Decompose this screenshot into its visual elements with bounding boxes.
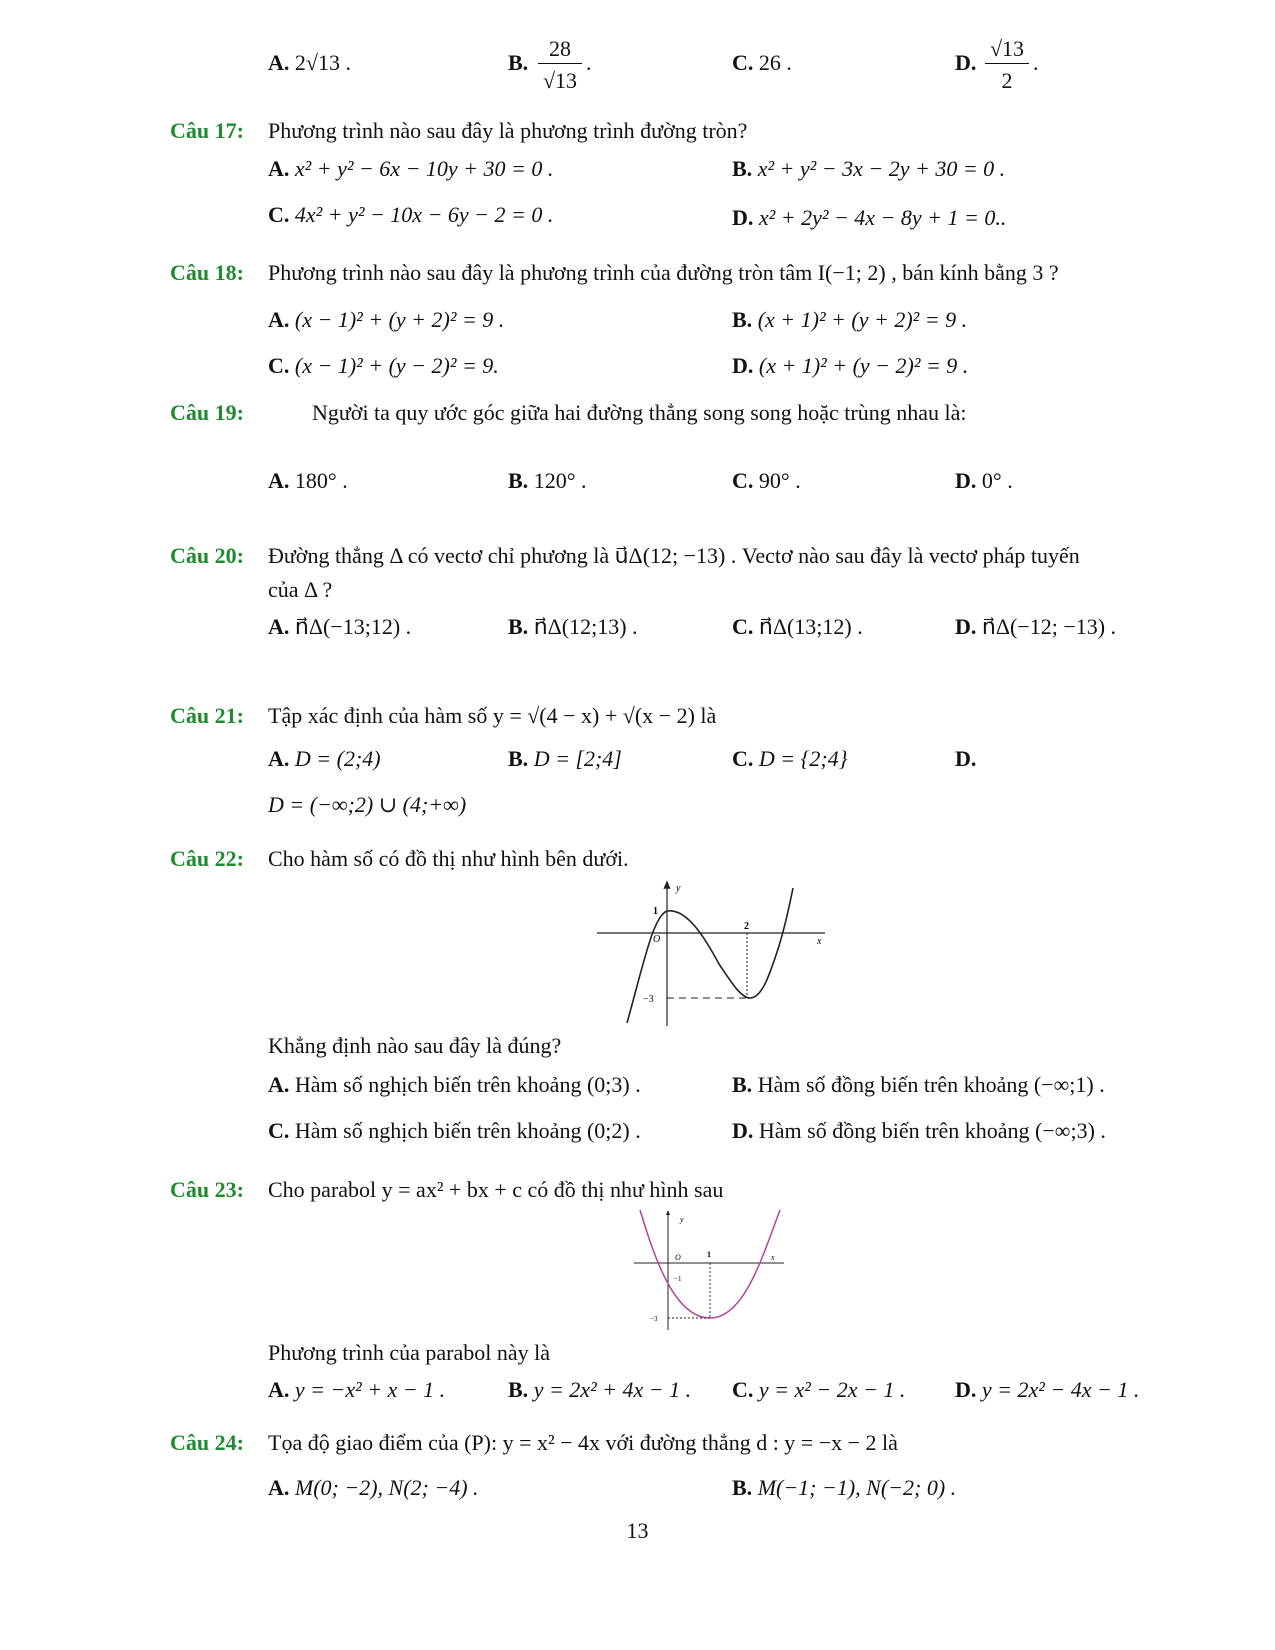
q19-option-a	[268, 468, 348, 494]
q16-d-denominator: 2	[1001, 68, 1013, 93]
q21-a-label: A.	[268, 746, 290, 771]
q20-b-label: B.	[508, 614, 529, 639]
q22-d-label: D.	[732, 1118, 754, 1143]
q22-option-c	[268, 1118, 641, 1144]
q21-c-text: D = {2;4}	[758, 746, 848, 771]
q22-prompt: Khẳng định nào sau đây là đúng?	[268, 1033, 562, 1058]
q23-y-label: y	[680, 1215, 684, 1224]
q17-c-text: 4x² + y² − 10x − 6y − 2 = 0 .	[294, 202, 554, 227]
q18-label: Câu 18:	[170, 260, 244, 285]
q22-c-text: Hàm số nghịch biến trên khoảng (0;2) .	[294, 1118, 641, 1143]
q20-c-label: C.	[732, 614, 754, 639]
q21-b-label: B.	[508, 746, 529, 771]
q22-d-text: Hàm số đồng biến trên khoảng (−∞;3) .	[758, 1118, 1106, 1143]
q16-b-denominator: √13	[542, 68, 578, 93]
q22-origin-label: O	[653, 934, 661, 945]
q22-option-a	[268, 1072, 641, 1098]
q18-option-b	[732, 307, 967, 333]
q20-b-text: n⃗Δ(12;13) .	[533, 614, 638, 639]
q21-c-label: C.	[732, 746, 754, 771]
q19-d-text: 0° .	[981, 468, 1013, 493]
q18-option-d	[732, 353, 968, 379]
q17-d-label: D.	[732, 205, 754, 230]
q19-stem: Người ta quy ước góc giữa hai đường thẳng song song hoặc trùng nhau là:	[312, 400, 967, 425]
q16-option-c	[732, 50, 792, 76]
q16-b-label: B.	[508, 50, 529, 75]
q22-tick-1: 1	[653, 906, 658, 917]
q18-b-text: (x + 1)² + (y + 2)² = 9 .	[757, 307, 968, 332]
q17-option-d	[732, 205, 1006, 231]
q23-c-label: C.	[732, 1377, 754, 1402]
q17-c-label: C.	[268, 202, 290, 227]
q20-d-text: n⃗Δ(−12; −13) .	[981, 614, 1117, 639]
q23-b-text: y = 2x² + 4x − 1 .	[533, 1377, 692, 1402]
q21-a-text: D = (2;4)	[294, 746, 381, 771]
q23-d-label: D.	[955, 1377, 977, 1402]
q17-option-c	[268, 202, 553, 228]
q23-x-label: x	[771, 1253, 775, 1262]
q21-b-text: D = [2;4]	[533, 746, 622, 771]
q23-option-d	[955, 1377, 1139, 1403]
q24-label: Câu 24:	[170, 1430, 244, 1455]
q20-a-text: n⃗Δ(−13;12) .	[294, 614, 412, 639]
q23-c-text: y = x² − 2x − 1 .	[758, 1377, 906, 1402]
q24-a-text: M(0; −2), N(2; −4) .	[294, 1475, 479, 1500]
q20-label: Câu 20:	[170, 543, 244, 568]
q23-tick-minus1: −1	[674, 1275, 682, 1283]
q18-stem: Phương trình nào sau đây là phương trình của đường tròn tâm I(−1; 2) , bán kính bằng 3 ?	[268, 260, 1059, 285]
q19-option-d	[955, 468, 1013, 494]
q19-option-b	[508, 468, 587, 494]
q20-option-b	[508, 614, 638, 640]
q20-option-d	[955, 614, 1116, 640]
q23-option-c	[732, 1377, 905, 1403]
q17-b-label: B.	[732, 156, 753, 181]
q21-stem: Tập xác định của hàm số y = √(4 − x) + √(x − 2) là	[268, 703, 717, 728]
q22-a-label: A.	[268, 1072, 290, 1097]
q16-option-a	[268, 50, 351, 76]
q16-a-text: 2√13 .	[294, 50, 351, 75]
q22-tick-minus3: −3	[643, 994, 654, 1005]
q22-y-label: y	[676, 883, 681, 894]
q16-c-text: 26 .	[758, 50, 792, 75]
q17-a-label: A.	[268, 156, 290, 181]
q19-c-label: C.	[732, 468, 754, 493]
q16-b-numerator: 28	[549, 36, 571, 61]
q17-d-text: x² + 2y² − 4x − 8y + 1 = 0..	[758, 205, 1007, 230]
q18-d-text: (x + 1)² + (y − 2)² = 9 .	[758, 353, 969, 378]
q19-c-text: 90° .	[758, 468, 801, 493]
q22-stem: Cho hàm số có đồ thị như hình bên dưới.	[268, 846, 629, 871]
q16-c-label: C.	[732, 50, 754, 75]
q22-b-text: Hàm số đồng biến trên khoảng (−∞;1) .	[757, 1072, 1105, 1097]
q22-x-label: x	[817, 936, 822, 947]
q19-a-label: A.	[268, 468, 290, 493]
q18-b-label: B.	[732, 307, 753, 332]
q22-cubic-graph	[595, 878, 835, 1028]
q23-a-text: y = −x² + x − 1 .	[294, 1377, 446, 1402]
q23-tick-minus3: −3	[650, 1315, 658, 1323]
q22-option-d	[732, 1118, 1106, 1144]
q18-c-label: C.	[268, 353, 290, 378]
q23-stem: Cho parabol y = ax² + bx + c có đồ thị như hình sau	[268, 1177, 724, 1202]
q21-option-b	[508, 746, 622, 772]
q22-tick-2: 2	[744, 921, 749, 932]
page-number: 13	[626, 1518, 649, 1543]
q16-a-label: A.	[268, 50, 290, 75]
q23-b-label: B.	[508, 1377, 529, 1402]
q24-stem: Tọa độ giao điểm của (P): y = x² − 4x với đường thẳng d : y = −x − 2 là	[268, 1430, 898, 1455]
q17-a-text: x² + y² − 6x − 10y + 30 = 0 .	[294, 156, 554, 181]
q20-option-a	[268, 614, 411, 640]
q23-origin-label: O	[675, 1253, 681, 1262]
q23-parabola-graph	[634, 1208, 786, 1332]
q20-stem-line1: Đường thẳng Δ có vectơ chỉ phương là u⃗Δ(12; −13) . Vectơ nào sau đây là vectơ pháp tuyến	[268, 543, 1080, 568]
q19-d-label: D.	[955, 468, 977, 493]
q19-label: Câu 19:	[170, 400, 244, 425]
q19-b-text: 120° .	[533, 468, 587, 493]
q21-option-a	[268, 746, 381, 772]
q23-prompt: Phương trình của parabol này là	[268, 1340, 550, 1365]
q23-d-text: y = 2x² − 4x − 1 .	[981, 1377, 1140, 1402]
q20-a-label: A.	[268, 614, 290, 639]
q23-a-label: A.	[268, 1377, 290, 1402]
q20-d-label: D.	[955, 614, 977, 639]
q23-option-b	[508, 1377, 691, 1403]
q18-d-label: D.	[732, 353, 754, 378]
q18-option-a	[268, 307, 504, 333]
q16-d-label: D.	[955, 50, 977, 75]
q22-b-label: B.	[732, 1072, 753, 1097]
q17-option-b	[732, 156, 1005, 182]
q22-label: Câu 22:	[170, 846, 244, 871]
q19-option-c	[732, 468, 801, 494]
q24-option-b	[732, 1475, 956, 1501]
q16-b-tail: .	[586, 50, 592, 75]
q22-option-b	[732, 1072, 1105, 1098]
q18-option-c	[268, 353, 499, 379]
q21-option-d-text: D = (−∞;2) ∪ (4;+∞)	[268, 792, 467, 817]
q18-a-label: A.	[268, 307, 290, 332]
q16-d-tail: .	[1033, 50, 1039, 75]
q19-b-label: B.	[508, 468, 529, 493]
q21-label: Câu 21:	[170, 703, 244, 728]
q20-option-c	[732, 614, 863, 640]
q17-b-text: x² + y² − 3x − 2y + 30 = 0 .	[757, 156, 1006, 181]
q18-c-text: (x − 1)² + (y − 2)² = 9.	[294, 353, 499, 378]
q17-option-a	[268, 156, 553, 182]
q16-d-numerator: √13	[989, 36, 1025, 61]
q24-b-label: B.	[732, 1475, 753, 1500]
q24-option-a	[268, 1475, 479, 1501]
q22-a-text: Hàm số nghịch biến trên khoảng (0;3) .	[294, 1072, 641, 1097]
q20-stem-line2: của Δ ?	[268, 577, 333, 602]
q22-c-label: C.	[268, 1118, 290, 1143]
q24-b-text: M(−1; −1), N(−2; 0) .	[757, 1475, 957, 1500]
q18-a-text: (x − 1)² + (y + 2)² = 9 .	[294, 307, 505, 332]
q21-option-d-label	[955, 746, 976, 772]
q23-label: Câu 23:	[170, 1177, 244, 1202]
q24-a-label: A.	[268, 1475, 290, 1500]
q23-tick-1: 1	[707, 1250, 711, 1259]
q21-d-label: D.	[955, 746, 977, 771]
q21-option-c	[732, 746, 848, 772]
q23-option-a	[268, 1377, 445, 1403]
q17-stem: Phương trình nào sau đây là phương trình đường tròn?	[268, 118, 748, 143]
q17-label: Câu 17:	[170, 118, 244, 143]
q19-a-text: 180° .	[294, 468, 348, 493]
q20-c-text: n⃗Δ(13;12) .	[758, 614, 863, 639]
